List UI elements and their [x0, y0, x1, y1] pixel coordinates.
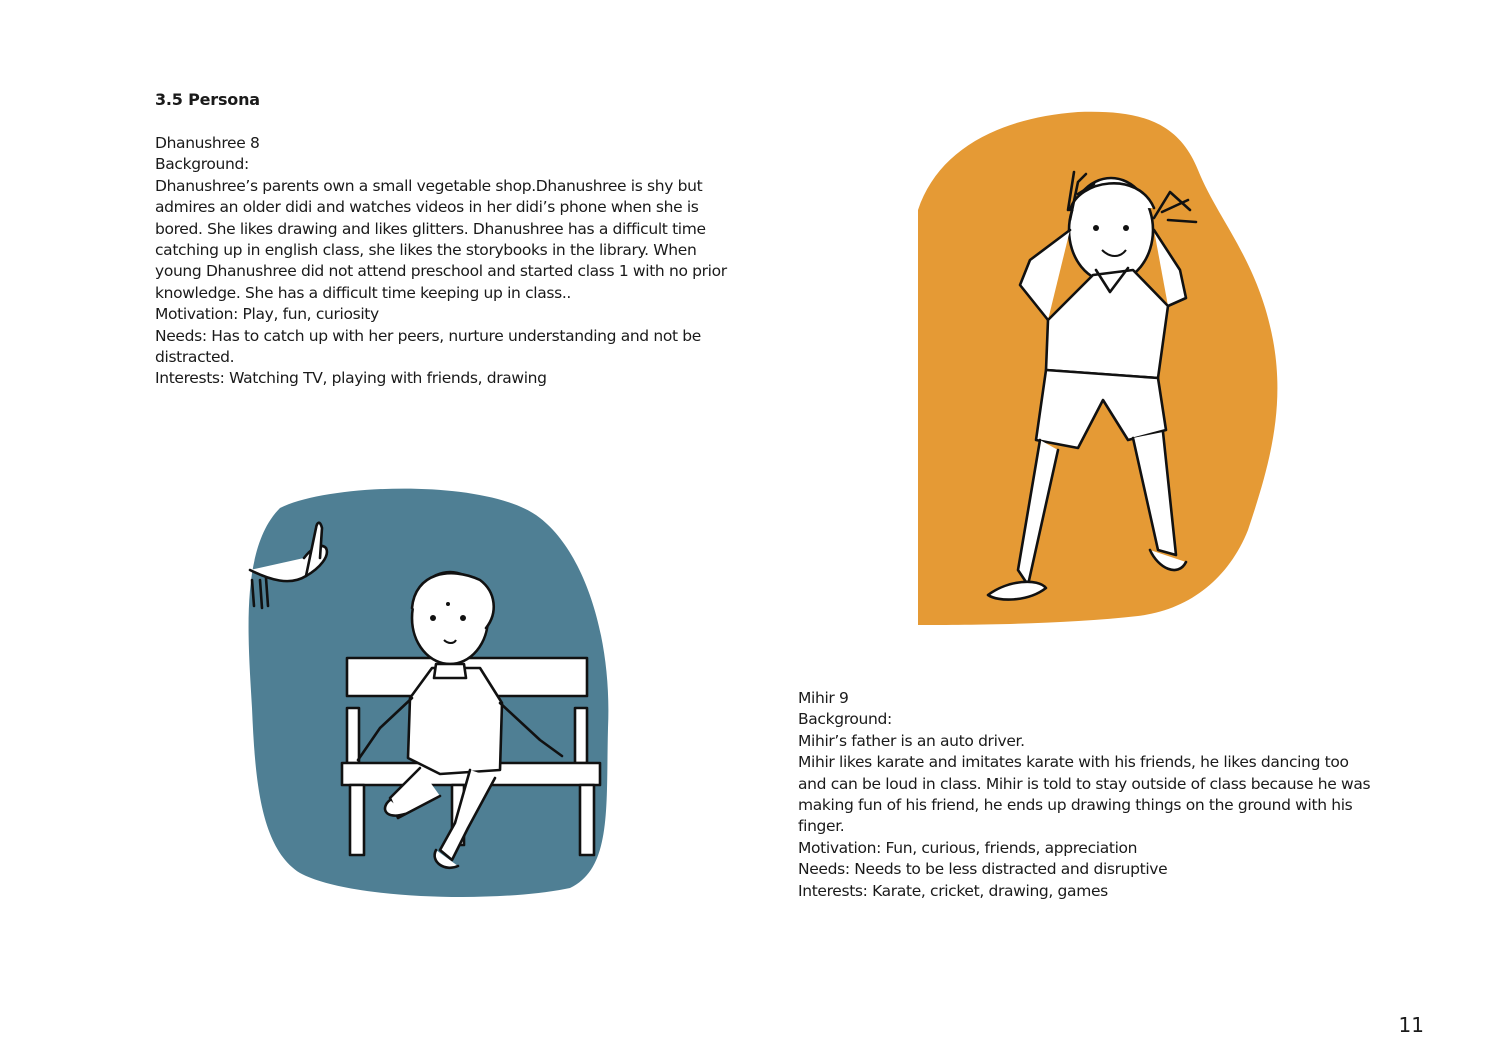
- background-line: admires an older didi and watches videos in her didi’s phone when she is: [155, 198, 699, 217]
- background-line: finger.: [798, 817, 845, 836]
- girl-on-bench-illustration: [240, 478, 615, 903]
- persona-name: Mihir 9: [798, 689, 849, 707]
- section-title: 3.5 Persona: [155, 90, 260, 109]
- background-line: and can be loud in class. Mihir is told to stay outside of class because he was: [798, 774, 1371, 793]
- needs-line: Needs: Has to catch up with her peers, nurture understanding and not be: [155, 326, 701, 345]
- needs-line: distracted.: [155, 348, 235, 367]
- persona-mihir-text: [798, 688, 1370, 902]
- persona-name: Dhanushree 8: [155, 134, 260, 152]
- background-line: young Dhanushree did not attend preschool and started class 1 with no prior: [155, 262, 727, 281]
- background-line: Mihir likes karate and imitates karate with his friends, he likes dancing too: [798, 753, 1349, 772]
- needs-line: Needs: Needs to be less distracted and disruptive: [798, 860, 1168, 879]
- boy-karate-illustration: [918, 110, 1303, 628]
- interests-line: Interests: Watching TV, playing with friends, drawing: [155, 369, 547, 388]
- persona-dhanushree-text: [155, 133, 727, 390]
- background-label: Background:: [798, 710, 892, 729]
- background-label: Background:: [155, 155, 249, 174]
- interests-line: Interests: Karate, cricket, drawing, games: [798, 881, 1108, 900]
- motivation-line: Motivation: Play, fun, curiosity: [155, 305, 379, 324]
- background-line: catching up in english class, she likes the storybooks in the library. When: [155, 241, 697, 260]
- background-line: Mihir’s father is an auto driver.: [798, 731, 1025, 750]
- background-line: knowledge. She has a difficult time keeping up in class..: [155, 283, 571, 302]
- motivation-line: Motivation: Fun, curious, friends, appreciation: [798, 838, 1138, 857]
- page-number: 11: [1398, 1013, 1424, 1037]
- background-line: bored. She likes drawing and likes glitters. Dhanushree has a difficult time: [155, 219, 706, 238]
- background-line: Dhanushree’s parents own a small vegetable shop.Dhanushree is shy but: [155, 176, 703, 195]
- background-line: making fun of his friend, he ends up drawing things on the ground with his: [798, 796, 1353, 815]
